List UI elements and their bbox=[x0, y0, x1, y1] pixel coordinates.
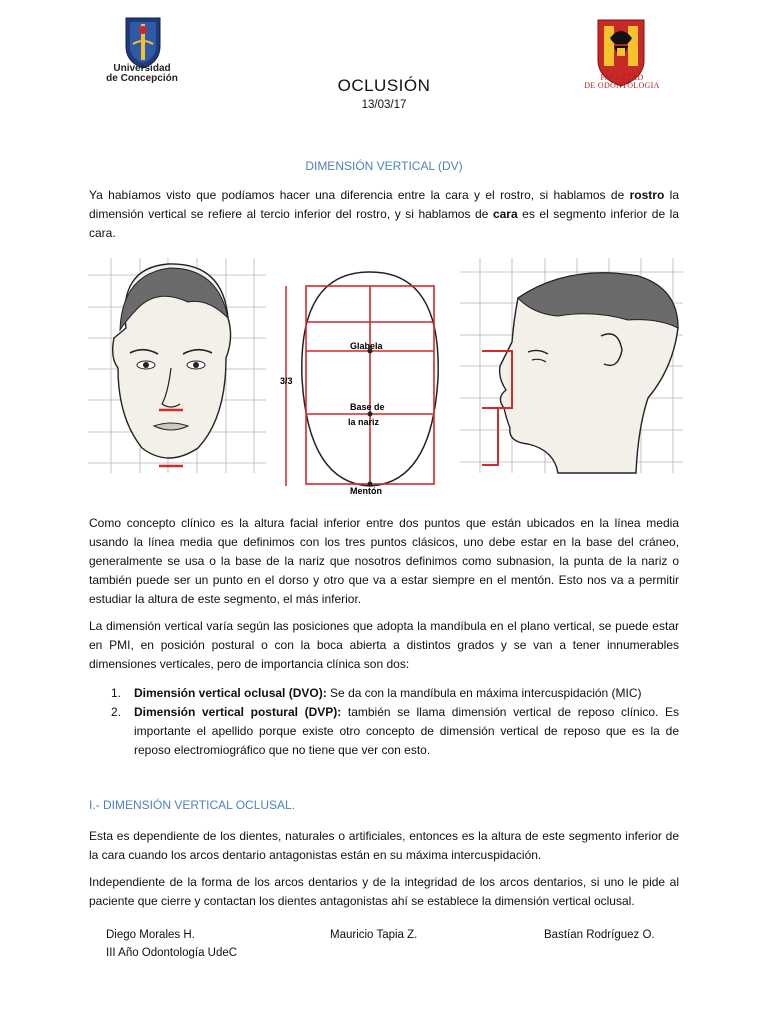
profile-face-illustration bbox=[460, 258, 683, 473]
faculty-name: FACULTAD DE ODONTOLOGIA bbox=[584, 73, 660, 90]
dimension-list bbox=[89, 684, 679, 760]
document-title: OCLUSIÓN bbox=[337, 76, 431, 95]
paragraph-dvo-definition: Esta es dependiente de los dientes, naturales o artificiales, entonces es la altura de este segmento inferior de la cara cuando los arcos dentario antagonistas están en su máxima intercuspidación. bbox=[89, 829, 679, 862]
label-la-nariz: la nariz bbox=[348, 417, 380, 427]
footer-author-1: Diego Morales H. bbox=[106, 929, 195, 941]
document-date: 13/03/17 bbox=[361, 99, 407, 111]
facial-proportions-figure bbox=[88, 258, 683, 498]
list-item: 2. Dimensión vertical postural (DVP): también se llama dimensión vertical de reposo clínico. Es importante el apellido porque existe otro concepto de dimensión vertical de reposo que es la de reposo electromiográfico que no tiene que ver con esto. bbox=[111, 705, 679, 757]
oval-head-proportions-diagram bbox=[280, 272, 438, 496]
list-item: 1. Dimensión vertical oclusal (DVO): Se da con la mandíbula en máxima intercuspidación (MIC) bbox=[111, 686, 642, 700]
label-base-de: Base de bbox=[350, 402, 385, 412]
footer-author-2: Mauricio Tapia Z. bbox=[330, 929, 418, 941]
section-heading-dv: DIMENSIÓN VERTICAL (DV) bbox=[305, 159, 463, 173]
university-name: Universidad de Concepción bbox=[106, 63, 178, 84]
label-menton: Mentón bbox=[350, 486, 382, 496]
section-heading-dvo: I.- DIMENSIÓN VERTICAL OCLUSAL. bbox=[89, 798, 296, 812]
label-fraction: 3/3 bbox=[280, 376, 293, 386]
paragraph-vertical-variation: La dimensión vertical varía según las posiciones que adopta la mandíbula en el plano vertical, se puede estar en PMI, en posición postural o con la boca abierta a distintos grados y se van a tener innumerables dimensiones verticales, pero de importancia clínica son dos: bbox=[89, 619, 679, 671]
paragraph-clinical-concept: Como concepto clínico es la altura facial inferior entre dos puntos que están ubicados en la línea media usando la línea media que definimos con los tres puntos clásicos, uno debe estar en la base del cráneo, generalmente se usa o la base de la nariz que nosotros definimos como subnasion, la punta de la nariz o también puede ser un punto en el dorso y otro que va a estar siempre en el mentón. Esto nos va a permitir estudiar la altura de este segmento, el más inferior. bbox=[89, 516, 679, 606]
intro-paragraph: Ya habíamos visto que podíamos hacer una diferencia entre la cara y el rostro, si hablamos de rostro la dimensión vertical se refiere al tercio inferior del rostro, y si hablamos de cara es el segmento inferior de la cara. bbox=[89, 188, 679, 240]
frontal-face-illustration bbox=[88, 258, 266, 473]
footer-author-3: Bastían Rodríguez O. bbox=[544, 929, 655, 941]
label-glabela: Glabela bbox=[350, 341, 383, 351]
footer-course: III Año Odontología UdeC bbox=[106, 947, 238, 959]
paragraph-dvo-independence: Independiente de la forma de los arcos dentarios y de la integridad de los arcos dentarios, si uno le pide al paciente que cierre y contactan los dientes antagonistas ahí se establece la dimensión vertical oclusal. bbox=[89, 875, 679, 908]
